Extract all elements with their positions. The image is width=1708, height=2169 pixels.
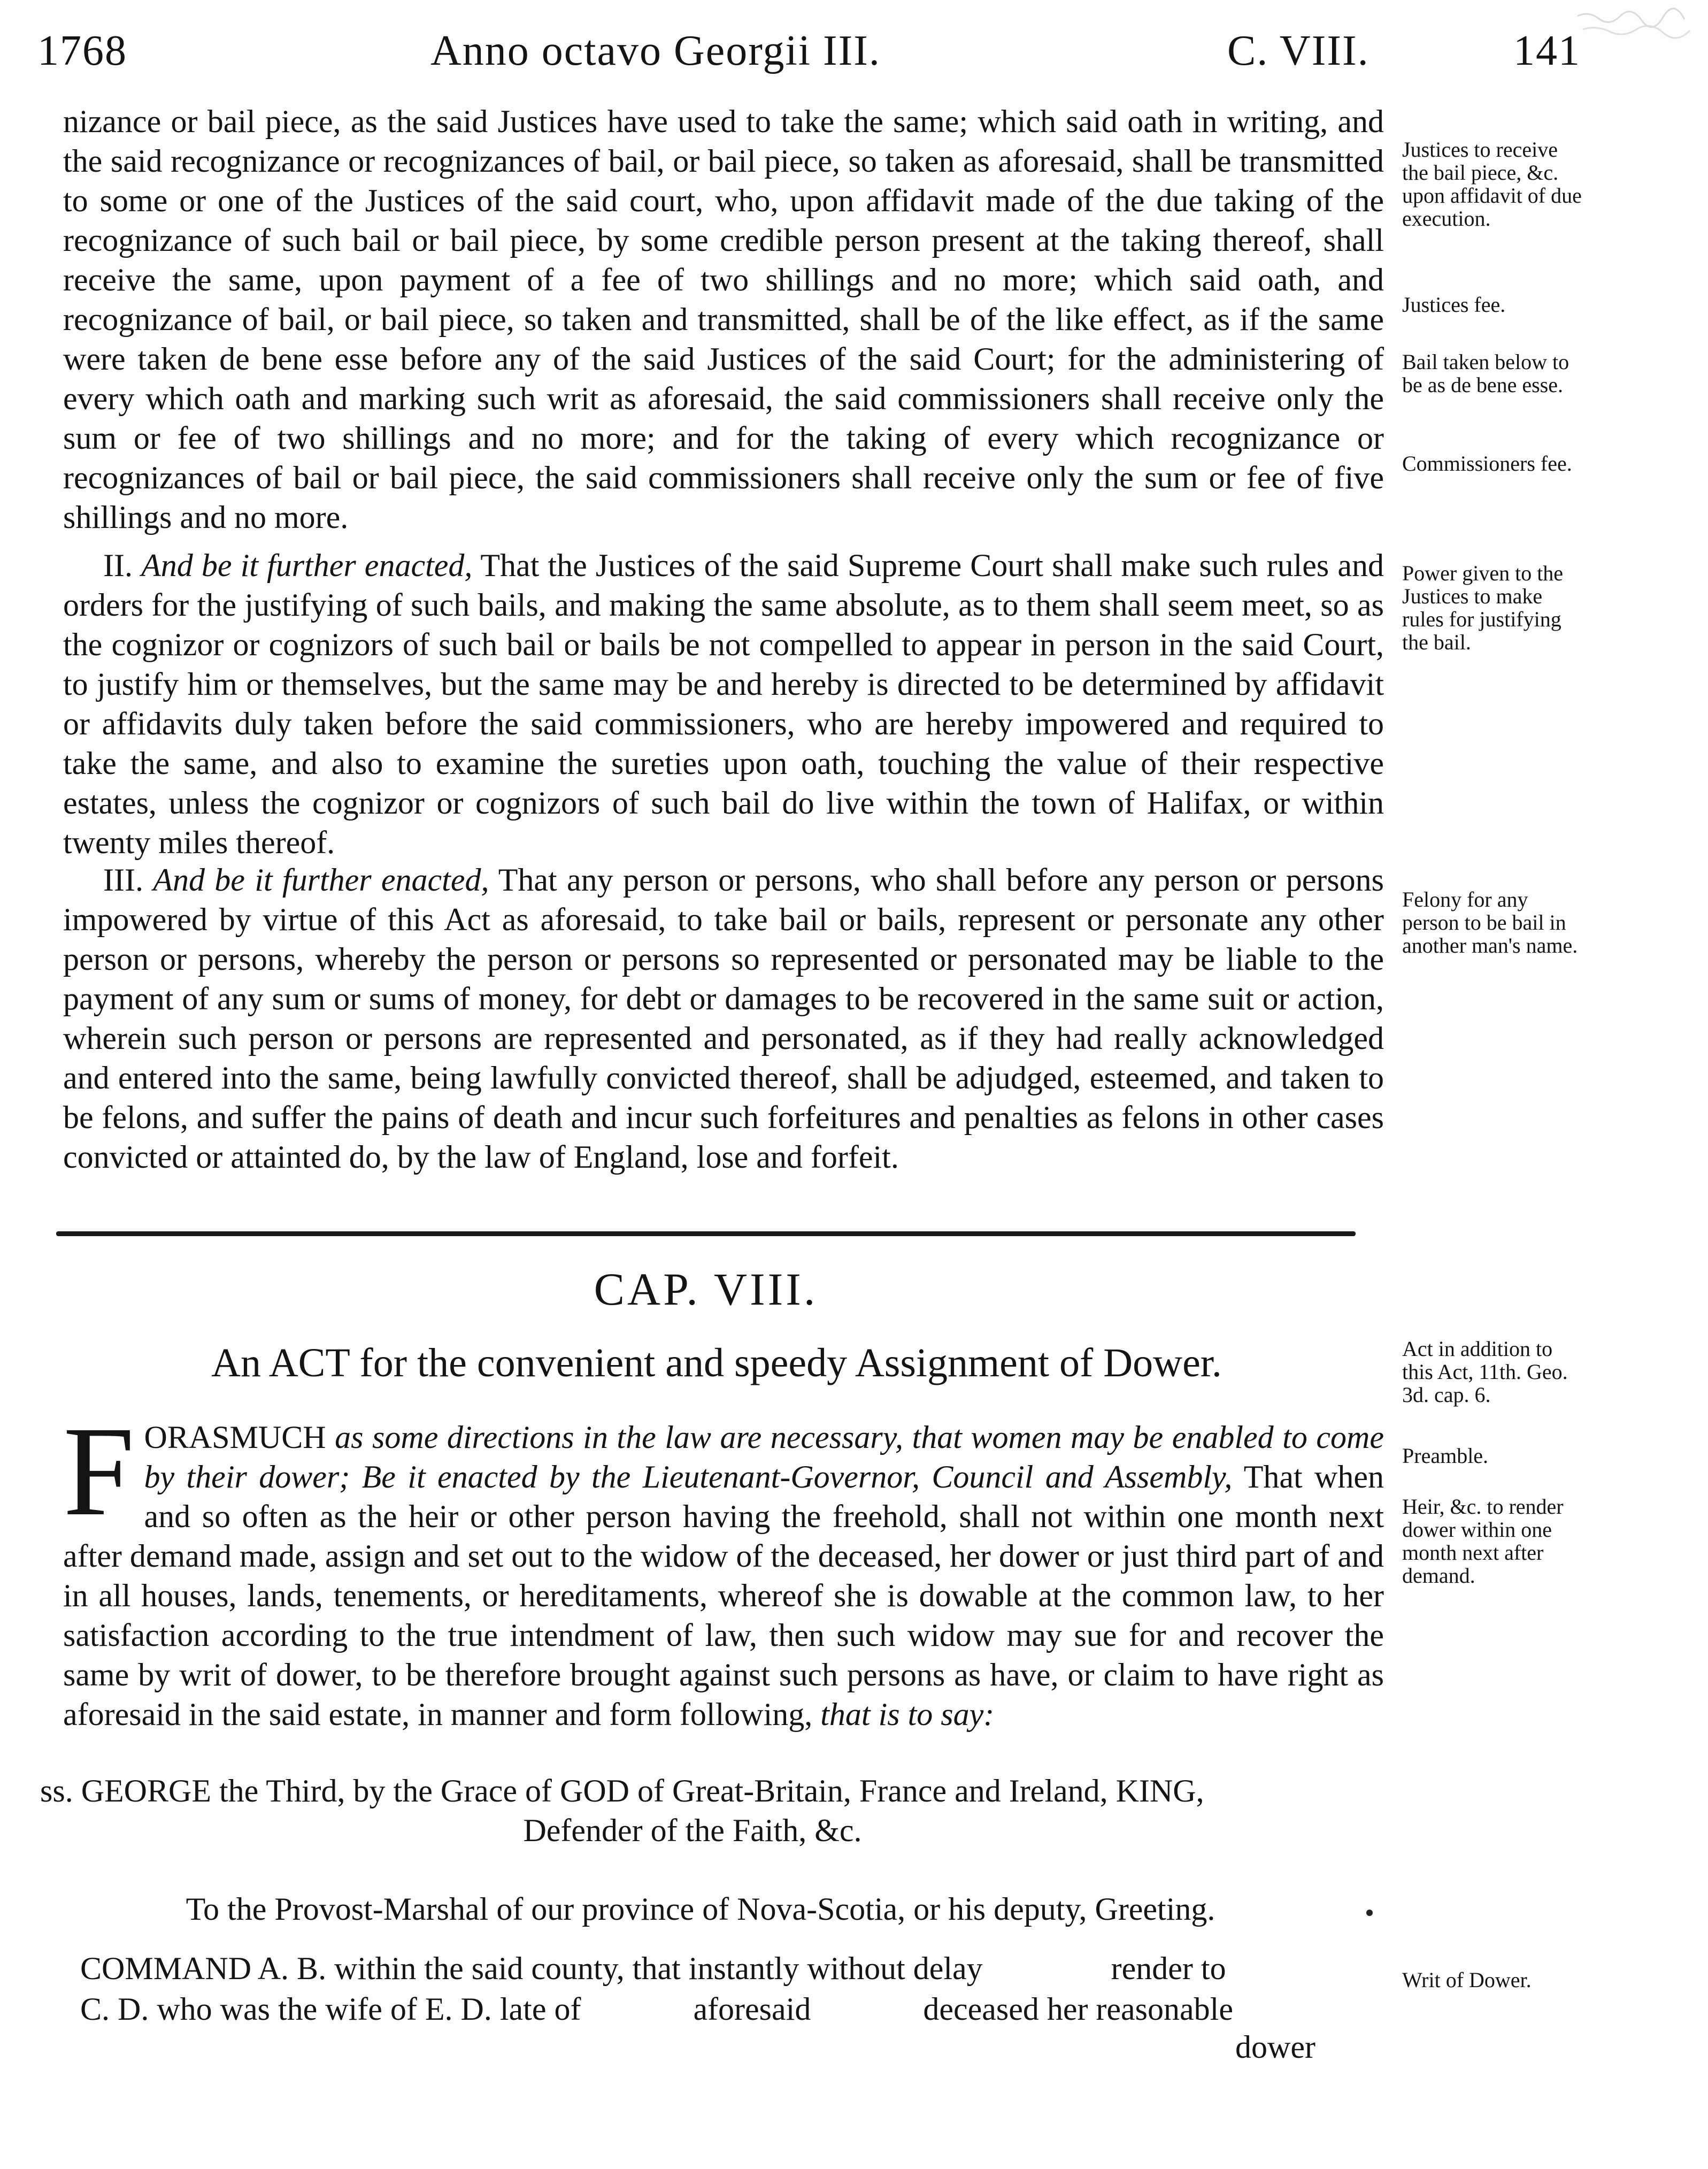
section-3-enacting-clause: And be it further enacted, <box>153 862 489 898</box>
writ-line-5: C. D. who was the wife of E. D. late of aforesaid deceased her reasonable <box>80 1991 1233 2027</box>
drop-cap: F <box>63 1400 135 1542</box>
running-header <box>37 27 1581 91</box>
margin-note-act-in-addition: Act in addition to this Act, 11th. Geo. 3d. cap. 6. <box>1402 1337 1568 1407</box>
section-2 <box>63 546 1384 860</box>
writ-greeting: To the Provost-Marshal of our province of Nova-Scotia, or his deputy, Greeting. <box>186 1891 1215 1927</box>
page-number: 141 <box>1513 27 1581 74</box>
header-chapter: C. VIII. <box>1227 27 1370 74</box>
margin-note-preamble: Preamble. <box>1402 1444 1489 1468</box>
header-year: 1768 <box>37 27 127 74</box>
section-2-enacting-clause: And be it further enacted, <box>141 548 473 583</box>
margin-note-bail-de-bene-esse: Bail taken below to be as de bene esse. <box>1402 350 1569 397</box>
preamble-italic: as some directions in the law are necessary, that women may be enabled to come by their dower; Be it enacted by the Lieutenant-Governor, Council and Assembly, <box>144 1420 1384 1494</box>
margin-note-commissioners-fee: Commissioners fee. <box>1402 451 1572 476</box>
writ-royal-style <box>40 1771 1377 1811</box>
writ-ss-mark: ss. <box>40 1773 73 1808</box>
margin-note-heir-render-dower: Heir, &c. to render dower within one month next after demand. <box>1402 1494 1564 1588</box>
preamble <box>63 1400 1384 1734</box>
margin-note-writ-of-dower: Writ of Dower. <box>1402 1968 1532 1992</box>
preamble-lead: ORASMUCH <box>144 1420 326 1455</box>
section-2-text: That the Justices of the said Supreme Court shall make such rules and orders for the justifying of such bails, and making the same absolute, as to them shall seem meet, so as the cognizor or cognizors of such bail or bails be not compelled to appear in person in the said Court, to justify him or themselves, but the same may be and hereby is directed to be determined by affidavit or affidavits duly taken before the said commissioners, who are hereby impowered and required to take the same, and also to examine the sureties upon oath, touching the value of their respective estates, unless the cognizor or cognizors of such bail do live within the town of Halifax, or within twenty miles thereof. <box>63 548 1384 860</box>
section-1-text: nizance or bail piece, as the said Justices have used to take the same; which said oath in writing, and the said recognizance or recognizances of bail, or bail piece, so taken as aforesaid, shall be transmitted to some or one of the Justices of the said court, who, upon affidavit made of the due taking of the recognizance of such bail or bail piece, by some credible person present at the taking thereof, shall receive the same, upon payment of a fee of two shillings and no more; which said oath, and recognizance of bail, or bail piece, so taken and transmitted, shall be of the like effect, as if the same were taken de bene esse before any of the said Justices of the said Court; for the administering of every which oath and marking such writ as aforesaid, the said commissioners shall receive only the sum or fee of two shillings and no more; and for the taking of every which recognizance or recognizances of bail or bail piece, the said commissioners shall receive only the sum or fee of five shillings and no more. <box>63 104 1384 535</box>
margin-note-justices-receive: Justices to receive the bail piece, &c. upon affidavit of due execution. <box>1402 137 1582 231</box>
section-3 <box>63 860 1384 1210</box>
margin-note-justices-fee: Justices fee. <box>1402 293 1506 317</box>
section-3-text: That any person or persons, who shall before any person or persons impowered by virtue of this Act as aforesaid, to take bail or bails, represent or personate any other person or persons, whereby the person or persons so represented or personated may be liable to the payment of any sum or sums of money, for debt or damages to be recovered in the same suit or action, wherein such person or persons are represented and personated, as if they had really acknowledged and entered into the same, being lawfully convicted thereof, shall be adjudged, esteemed, and taken to be felons, and suffer the pains of death and incur such forfeitures and penalties as felons in other cases convicted or attainted do, by the law of England, lose and forfeit. <box>63 862 1384 1175</box>
preamble-tail: that is to say: <box>820 1697 995 1732</box>
margin-note-felony: Felony for any person to be bail in another man's name. <box>1402 887 1578 957</box>
writ-command <box>80 1948 1382 2029</box>
preamble-text: That when and so often as the heir or other person having the freehold, shall not within one month next after demand made, assign and set out to the widow of the deceased, her dower or just third part of and in all houses, lands, tenements, or hereditaments, whereof she is dowable at the common law, to her satisfaction according to the true intendment of law, then such widow may sue for and recover the same by writ of dower, to be therefore brought against such persons as have, or claim to have right as aforesaid in the said estate, in manner and form following, <box>63 1459 1384 1732</box>
writ-line-1: GEORGE the Third, by the Grace of GOD of Great-Britain, France and Ireland, KING, <box>81 1773 1204 1808</box>
section-divider-rule <box>56 1231 1356 1236</box>
writ-line-2: Defender of the Faith, &c. <box>523 1813 862 1848</box>
header-title: Anno octavo Georgii III. <box>430 27 881 74</box>
faint-marginal-marks <box>1567 0 1708 43</box>
chapter-heading: CAP. VIII. <box>594 1263 818 1315</box>
section-3-number: III. <box>103 862 143 898</box>
section-1-continuation <box>63 102 1384 546</box>
margin-note-power-given: Power given to the Justices to make rules for justifying the bail. <box>1402 561 1564 654</box>
act-title: An ACT for the convenient and speedy Assignment of Dower. <box>211 1340 1222 1385</box>
writ-line-6: dower <box>1235 2029 1315 2065</box>
writ-line-4: COMMAND A. B. within the said county, that instantly without delay render to <box>80 1951 1226 1986</box>
section-2-number: II. <box>103 548 133 583</box>
ink-dot <box>1366 1910 1373 1916</box>
section-3-paragraph <box>63 860 1384 1177</box>
section-2-paragraph <box>63 546 1384 862</box>
